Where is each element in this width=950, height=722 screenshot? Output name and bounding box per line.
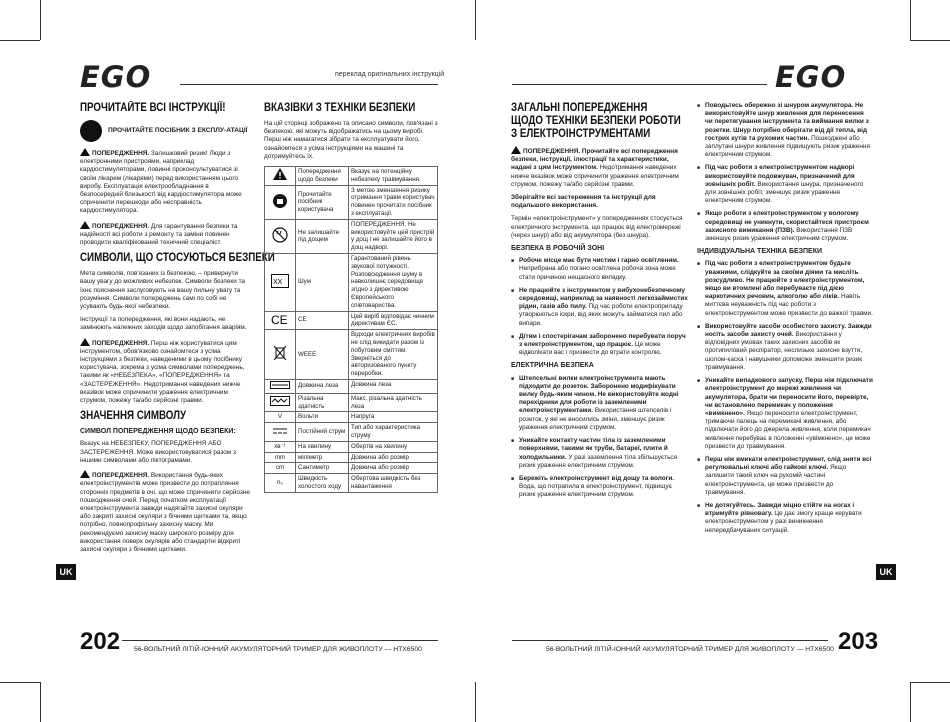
crop-mark — [0, 682, 40, 683]
bullet-bold: Якщо роботи з електроінструментом у вологому середовищі не уникнути, скористайтеся пристроєм захисного вимикання (ПЗВ). — [705, 210, 869, 234]
warning-text: Недотримання наведених нижче вказівок може спричинити ураження електричним струмом, пожежу та/або серйозні травми. — [511, 164, 679, 188]
footer-rule — [512, 640, 828, 641]
bullet-text: Вода, що потрапила в електроінструмент, підвищує ризик ураження електричним струмом. — [519, 483, 673, 499]
right-column-1 — [511, 102, 689, 505]
cutting-capacity-icon — [270, 401, 290, 408]
left-column-1 — [80, 102, 275, 559]
symbol-cell — [265, 167, 296, 186]
footer-text-left: 56-ВОЛЬТНИЙ ЛІТІЙ-ІОННИЙ АКУМУЛЯТОРНИЙ ТРИМЕР ДЛЯ ЖИВОПЛОТУ — HTX6500 — [134, 646, 422, 653]
symbol-row — [265, 219, 438, 253]
symbol-cell — [265, 311, 296, 330]
body-paragraph: Мета символів, пов'язаних із безпекою, – привернути вашу увагу до можливих небезпек. Символи безпеки та їхнє пояснення заслуговують на вашу пильну увагу та розуміння. Символи попереджень самі по собі не усувають будь-якої небезпеки. — [80, 270, 245, 311]
warning-triangle-icon — [80, 148, 90, 156]
right-column-2 — [697, 102, 873, 540]
symbol-description: Вказує на потенційну небезпеку травмування. — [349, 167, 438, 186]
bullet-text: Пошкоджені або заплутані шнури живлення підвищують ризик ураження електричним струмом. — [705, 134, 870, 159]
warning-paragraph — [80, 148, 252, 216]
symbol-row — [265, 452, 438, 463]
warning-triangle-icon — [511, 146, 521, 154]
bullet-item — [511, 287, 689, 328]
bullet-item — [511, 437, 689, 470]
bullet-bold: Уникайте випадкового запуску. Перш ніж підключати електроінструмент до мережі живлення чи акумулятора, брати чи переносити його, перевірте, чи встановлено перемикач у положення «вимкнено». — [705, 377, 873, 417]
bullet-bold: Використовуйте засоби особистого захисту. Завжди носіть засоби захисту очей. — [705, 322, 872, 339]
symbol-cell — [265, 423, 296, 442]
bullet-text: Використання ПЗВ зменшує ризик ураження електричним струмом. — [705, 226, 853, 243]
bullet-text: Використання шнура, призначеного для зовнішніх робіт, зменшує ризик ураження електричним струмом. — [705, 180, 864, 205]
bullet-text: Неприбрана або погано освітлена робоча зона може стати причиною нещасного випадку. — [519, 265, 676, 281]
symbol-row — [265, 167, 438, 186]
symbol-name: Сантиметр — [296, 463, 349, 474]
page-number-left: 202 — [80, 628, 121, 655]
electrical-list — [511, 375, 689, 500]
symbol-row — [265, 253, 438, 311]
symbol-name: WEEE — [296, 330, 349, 380]
bullet-text: Це може відволікати вас і призвести до втрати контролю. — [519, 341, 662, 357]
warning-triangle-icon — [273, 175, 287, 182]
language-tab: UK — [876, 564, 896, 580]
symbol-name: Попередження щодо безпеки — [296, 167, 349, 186]
symbol-name: Постійний струм — [296, 423, 349, 442]
symbol-cell — [265, 474, 296, 493]
symbol-row — [265, 393, 438, 412]
symbol-row — [265, 423, 438, 442]
bullet-text: Використання у відповідних умовах таких захисних засобів як протипиловий респіратор, неслизьке захисне взуття, шолом-каска і навушники допоможе зменшити ризик травмування. — [705, 331, 863, 371]
symbol-name: міліметр — [296, 452, 349, 463]
bullet-item — [697, 377, 873, 451]
read-manual-text: ПРОЧИТАЙТЕ ПОСІБНИК З ЕКСПЛУ-АТАЦІЇ — [108, 126, 248, 134]
warning-label: ПОПЕРЕДЖЕННЯ. Прочитайте всі попередження безпеки, інструкції, ілюстрації та характеристики, надані з цим інструментом. — [511, 148, 678, 172]
read-manual-block — [80, 120, 252, 142]
bullet-item — [697, 210, 873, 243]
brand-logo: EGO — [80, 60, 152, 94]
heading-symbol-meaning: ЗНАЧЕННЯ СИМВОЛУ — [80, 410, 187, 423]
symbol-name: Не залишайте під дощем — [296, 219, 349, 253]
symbol-name: Шум — [296, 253, 349, 311]
symbol-description: ПОПЕРЕДЖЕННЯ. Не використовуйте цей пристрій у дощ і не залишайте його в дощ надворі. — [349, 219, 438, 253]
symbol-cell — [265, 393, 296, 412]
subheading-safety-alert: СИМВОЛ ПОПЕРЕДЖЕННЯ ЩОДО БЕЗПЕКИ: — [80, 428, 236, 436]
line-length-icon — [270, 384, 290, 391]
bullet-bold: Штепсельні вилки електроінструмента мають підходити до розеток. Заборонено модифікувати вилку будь-яким чином. Не використовуйте жодні перехідники для роботи із заземленими електроінструментами. — [519, 374, 679, 415]
symbol-text: cm — [275, 464, 285, 472]
header-rule — [512, 84, 767, 85]
symbol-description: Відходи електричних виробів не слід викидати разом із побутовим сміттям. Зверніться до авторизованого пункту переробки. — [349, 330, 438, 380]
svg-text:XX: XX — [273, 278, 283, 286]
bullet-item — [511, 333, 689, 358]
brand-logo: EGO — [775, 60, 847, 94]
personal-safety-list — [697, 260, 873, 534]
symbol-row — [265, 311, 438, 330]
bullet-item — [697, 323, 873, 372]
symbol-cell — [265, 253, 296, 311]
bullet-item — [511, 375, 689, 432]
symbol-description: Довжина леза — [349, 379, 438, 393]
bullet-text: Використання штепселів і розеток, у які не вносились зміни, зменшує ризик ураження електричним струмом. — [519, 407, 672, 431]
warning-label: ПОПЕРЕДЖЕННЯ. — [92, 472, 150, 480]
body-paragraph: На цій сторінці зображено та описано символи, пов'язані з безпекою, які можуть відображатись на цьому виробі. Перш ніж намагатися зібрати та експлуатувати його, ознайомтеся з усіма інструкціями на машині та дотримуйтесь їх. — [264, 120, 438, 160]
symbol-row — [265, 379, 438, 393]
symbol-name: Швидкість холостого ходу — [296, 474, 349, 493]
language-tab: UK — [56, 564, 76, 580]
noise-icon — [271, 278, 289, 290]
bullet-item — [511, 257, 689, 282]
footer-text-right: 56-ВОЛЬТНИЙ ЛІТІЙ-ІОННИЙ АКУМУЛЯТОРНИЙ ТРИМЕР ДЛЯ ЖИВОПЛОТУ — HTX6500 — [546, 646, 834, 653]
symbol-name: Різальна здатність — [296, 393, 349, 412]
symbol-description: Макс. різальна здатність леза — [349, 393, 438, 412]
subheading-personal-safety: ІНДИВІДУАЛЬНА ТЕХНІКА БЕЗПЕКИ — [697, 248, 823, 256]
read-manual-icon — [80, 120, 102, 142]
bullet-item — [511, 475, 689, 500]
symbol-cell — [265, 219, 296, 253]
heading-safety-symbols: СИМВОЛИ, ЩО СТОСУЮТЬСЯ БЕЗПЕКИ — [80, 252, 275, 265]
body-paragraph: Вказує на НЕБЕЗПЕКУ, ПОПЕРЕДЖЕННЯ АБО ЗАСТЕРЕЖЕННЯ. Може використовуватися разом з іншими символами або піктограмами. — [80, 440, 236, 464]
warning-paragraph — [80, 470, 252, 554]
symbol-text: mm — [274, 453, 286, 461]
bullet-item — [697, 456, 873, 497]
symbol-name: На хвилину — [296, 441, 349, 452]
warning-label: ПОПЕРЕДЖЕННЯ. — [92, 222, 150, 230]
weee-bin-icon — [273, 356, 287, 363]
bullet-bold: Під час роботи з електроінструментом будьте уважними, слідкуйте за своїми діями та мисліть розсудливо. Не працюйте з електроінструментом, якщо ви втомлені або перебуваєте під дією наркотичних речовин, алкоголю або ліків. — [705, 260, 865, 301]
symbol-description: З метою зменшення ризику отримання травм користувач повинен прочитати посібник з експлуатації. — [349, 185, 438, 219]
symbol-name: Вольти — [296, 412, 349, 423]
bullet-item — [697, 102, 873, 159]
warning-label: ПОПЕРЕДЖЕННЯ. — [92, 339, 150, 347]
bullet-bold: Поводьтесь обережно зі шнуром акумулятора. Не використовуйте шнур живлення для перенесення чи перетягування інструмента та виймання вилки з розетки. Шнур потрібно оберігати від дії тепла, від гострих кутів та рухомих частин. — [705, 102, 869, 142]
symbols-table — [264, 166, 438, 493]
symbol-description: Напруга — [349, 412, 438, 423]
warning-text: Залишковий ризик! Люди з електронними пристроями, наприклад кардіостимуляторами, повинні проконсультуватися зі своїм лікарем (лікарями) перед використанням цього виробу. Експлуатація електрообладнання в безпосередній близькості від кардіостимулятора може спричинити перешкоди або несправність кардіостимулятора. — [80, 150, 242, 215]
subheading-electrical: ЕЛЕКТРИЧНА БЕЗПЕКА — [511, 362, 594, 370]
symbol-cell — [265, 441, 296, 452]
heading-general-warnings: ЗАГАЛЬНІ ПОПЕРЕДЖЕННЯ ЩОДО ТЕХНІКИ БЕЗПЕКИ РОБОТИ З ЕЛЕКТРОІНСТРУМЕНТАМИ — [511, 102, 681, 140]
symbol-cell — [265, 379, 296, 393]
header-subtitle: переклад оригінальних інструкцій — [335, 71, 445, 78]
bullet-text: Якщо переносити електроінструмент, тримаючи палець на перемикачі живлення, або підключати його до джерела живлення, коли перемикач живлення перебуває в положенні «увімкнено», це може призвести до травмування. — [705, 409, 871, 450]
no-rain-icon — [272, 238, 288, 245]
symbol-description: Довжина або розмір — [349, 452, 438, 463]
bullet-bold: Дітям і спостерігачам заборонено перебувати поруч з електроінструментом, що працює. — [519, 332, 686, 349]
heading-read-instructions: ПРОЧИТАЙТЕ ВСІ ІНСТРУКЦІЇ! — [80, 102, 226, 114]
page-number-right: 203 — [838, 628, 879, 655]
bullet-bold: Під час роботи з електроінструментом надворі використовуйте подовжувач, призначений для зовнішніх робіт. — [705, 164, 855, 188]
svg-text:CE: CE — [271, 312, 288, 325]
crop-mark — [910, 0, 911, 40]
crop-mark — [910, 40, 950, 41]
keep-instructions: Зберігайте всі застереження та інструкції для подальшого використання. — [511, 194, 656, 210]
warning-triangle-icon — [80, 221, 90, 229]
warning-triangle-icon — [80, 470, 90, 478]
warning-paragraph — [511, 146, 689, 189]
read-manual-icon — [273, 203, 287, 210]
crop-mark — [475, 0, 476, 40]
symbol-cell — [265, 412, 296, 423]
warning-label: ПОПЕРЕДЖЕННЯ. — [92, 150, 150, 157]
bullet-bold: Уникайте контакту частин тіла із заземленими поверхнями, такими як труби, батареї, плити й холодильники. — [519, 437, 668, 461]
subheading-work-area: БЕЗПЕКА В РОБОЧІЙ ЗОНІ — [511, 245, 605, 253]
crop-mark — [40, 0, 41, 40]
symbol-description: Обертова швидкість без навантаження — [349, 474, 438, 493]
bullet-text: Під час роботи електроприладу утворюються іскри, від яких можуть займатися пил або випари. — [519, 303, 683, 327]
footer-rule — [122, 640, 438, 641]
symbol-cell — [265, 330, 296, 380]
bullet-bold: Бережіть електроінструмент від дощу та вологи. — [519, 474, 675, 482]
symbol-name: Довжина леза — [296, 379, 349, 393]
bullet-bold: Перш ніж вмикати електроінструмент, слід зняти всі регулювальні ключі або гайкові ключі. — [705, 455, 872, 472]
warning-text: Перш ніж користуватися цим інструментом, обов'язково ознайомтеся з усіма інструкціями з безпеки, наведеними в цьому посібнику користувача, зокрема з усіма символами попереджень, такими як «НЕБЕЗПЕКА», «ПОПЕРЕДЖЕННЯ» та «ЗАСТЕРЕЖЕННЯ». Недотримання наведених нижче вказівок може спричинити ураження електричним струмом, пожежу та/або серйозні травми. — [80, 339, 245, 405]
bullet-bold: Не працюйте з інструментом у вибухонебезпечному середовищі, наприклад за наявності легкозаймистих рідин, газів або пилу. — [519, 286, 688, 311]
symbol-name: CE — [296, 311, 349, 330]
crop-mark — [475, 682, 476, 722]
body-paragraph — [511, 194, 689, 210]
bullet-text: Навіть миттєва неуважність під час роботи з електроінструментом може призвести до важкої травми. — [705, 293, 873, 317]
warning-paragraph — [80, 338, 252, 406]
body-paragraph: Термін «електроінструмент» у попередженнях стосується електричного інструмента, що працює від електромережі (через шнур) або від акумулятора (без шнура). — [511, 215, 683, 239]
symbol-text: xв⁻¹ — [274, 442, 286, 450]
bullet-text: У разі заземлення тіла збільшується ризик ураження електричним струмом. — [519, 453, 678, 469]
dc-icon — [273, 430, 287, 437]
bullet-text: Це дає змогу краще керувати електроінструментом у разі виникнення непередбачуваних ситуацій. — [705, 510, 862, 534]
symbol-row — [265, 412, 438, 423]
body-paragraph: Інструкції та попередження, які вони надають, не замінюють належних заходів щодо запобігання аваріям. — [80, 316, 247, 332]
bullet-item — [697, 164, 873, 205]
crop-mark — [910, 682, 950, 683]
warning-triangle-icon — [80, 338, 90, 346]
symbol-description: Цей виріб відповідає чинним директивам ЄС. — [349, 311, 438, 330]
warning-paragraph — [80, 221, 252, 248]
symbol-row — [265, 441, 438, 452]
symbol-row — [265, 463, 438, 474]
symbol-description: Гарантований рівень звукової потужності. Розповсюдження шуму в навколишнє середовище згідно з директивою Європейського співтовариства. — [349, 253, 438, 311]
symbol-cell — [265, 463, 296, 474]
crop-mark — [0, 40, 40, 41]
crop-mark — [910, 682, 911, 722]
warning-text: Використання будь-яких електроінструментів може призвести до потрапляння сторонніх предметів в очі, що може спричинити серйозне пошкодження очей. Перед початком експлуатації електроінструмента завжди надягайте захисні окуляри або закриті захисні окуляри з бічними щитками та, якщо потрібно, повнопрофільну захисну маску. Ми рекомендуємо захисну маску широкого розміру для використання поверх окулярів або стандартні відкриті захисні окуляри з бічними щитками. — [80, 472, 250, 553]
bullet-item — [697, 502, 873, 535]
symbol-description: Обертів на хвилину — [349, 441, 438, 452]
symbol-text: n₀ — [276, 479, 283, 486]
symbol-description: Довжина або розмір — [349, 463, 438, 474]
symbol-cell — [265, 185, 296, 219]
work-area-list — [511, 257, 689, 357]
bullet-text: Якщо залишити такий ключ на рухомій частині електроінструмента, це може призвести до травмування. — [705, 464, 847, 496]
bullet-bold: Не дотягуйтесь. Завжди міцно стійте на ногах і втримуйте рівновагу. — [705, 501, 855, 518]
electrical-list-cont — [697, 102, 873, 243]
left-column-2 — [264, 102, 440, 493]
warning-text: Для гарантування безпеки та надійності всі роботи з ремонту та заміни повинен проводити кваліфікований технічний спеціаліст. — [80, 222, 238, 247]
crop-mark — [40, 682, 41, 722]
bullet-item — [697, 260, 873, 317]
symbol-row — [265, 185, 438, 219]
bullet-bold: Робоче місце має бути чистим і гарно освітленим. — [519, 257, 679, 265]
header-rule — [180, 84, 438, 85]
symbol-description: Тип або характеристика струму — [349, 423, 438, 442]
symbol-row — [265, 474, 438, 493]
ce-mark-icon — [271, 312, 289, 327]
heading-safety-signs: ВКАЗІВКИ З ТЕХНІКИ БЕЗПЕКИ — [264, 102, 416, 114]
symbol-row — [265, 330, 438, 380]
symbol-cell — [265, 452, 296, 463]
symbol-name: Прочитайте посібник користувача — [296, 185, 349, 219]
symbol-text: V — [277, 413, 283, 421]
